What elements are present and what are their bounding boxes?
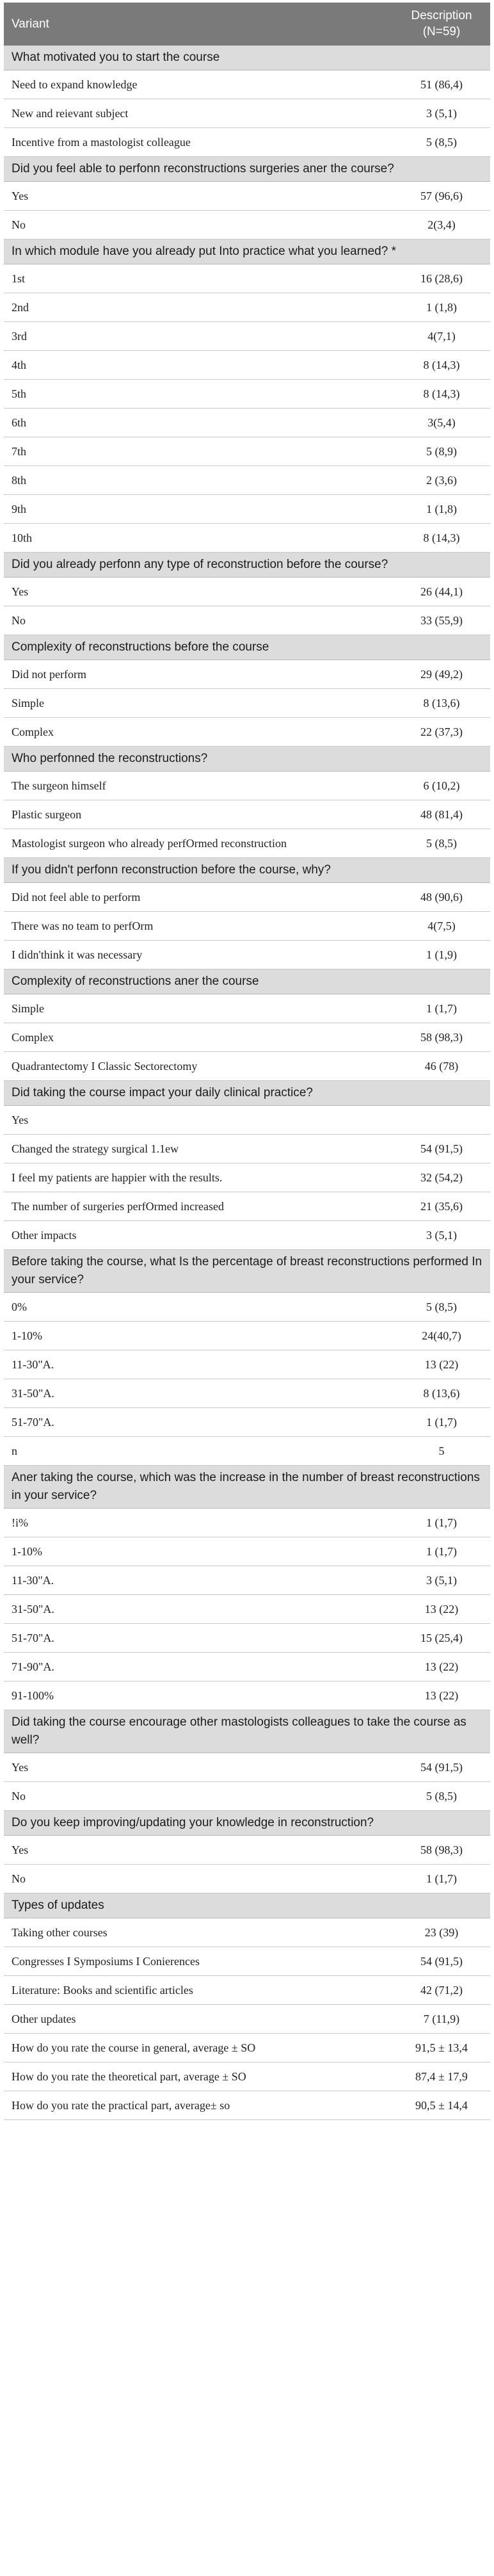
row-label: 11-30"A. (4, 1350, 393, 1379)
table-row (4, 606, 490, 635)
row-label: 31-50"A. (4, 1379, 393, 1408)
section-header-row (4, 1250, 490, 1293)
row-label: n (4, 1437, 393, 1466)
section-header-row (4, 239, 490, 264)
section-header-row (4, 553, 490, 578)
row-label: 4th (4, 351, 393, 380)
row-label: Plastic surgeon (4, 800, 393, 829)
row-value: 3 (5,1) (393, 1566, 490, 1595)
row-label: Complex (4, 1023, 393, 1052)
table-row (4, 264, 490, 293)
section-header-row (4, 747, 490, 772)
table-row (4, 524, 490, 553)
row-value: 5 (8,5) (393, 1293, 490, 1322)
table-row (4, 1293, 490, 1322)
table-row (4, 660, 490, 689)
row-label: No (4, 211, 393, 239)
header-description: Description (N=59) (393, 3, 490, 45)
row-value: 16 (28,6) (393, 264, 490, 293)
table-row (4, 1537, 490, 1566)
row-value: 26 (44,1) (393, 578, 490, 606)
row-value: 3 (5,1) (393, 1221, 490, 1250)
row-label: Literature: Books and scientific articles (4, 1976, 393, 2005)
row-value: 1 (1,7) (393, 1865, 490, 1893)
row-label: The surgeon himself (4, 772, 393, 800)
row-value: 33 (55,9) (393, 606, 490, 635)
table-row (4, 1437, 490, 1466)
section-header-row (4, 1710, 490, 1753)
row-value: 8 (14,3) (393, 380, 490, 409)
row-label: 71-90"A. (4, 1653, 393, 1681)
table-row (4, 1624, 490, 1653)
table-row (4, 1052, 490, 1081)
survey-results-table (4, 3, 490, 2120)
section-header-row (4, 1811, 490, 1836)
table-row (4, 1653, 490, 1681)
row-value: 54 (91,5) (393, 1947, 490, 1976)
table-row (4, 1163, 490, 1192)
table-row (4, 182, 490, 211)
section-title: If you didn't perfonn reconstruction before the course, why? (4, 858, 490, 883)
row-label: 51-70"A. (4, 1624, 393, 1653)
row-value: 13 (22) (393, 1681, 490, 1710)
row-label: Yes (4, 578, 393, 606)
table-row (4, 1947, 490, 1976)
row-label: Quadrantectomy I Classic Sectorectomy (4, 1052, 393, 1081)
row-value: 1 (1,7) (393, 994, 490, 1023)
row-label: New and reievant subject (4, 99, 393, 128)
table-row (4, 380, 490, 409)
row-value: 6 (10,2) (393, 772, 490, 800)
row-value: 3(5,4) (393, 409, 490, 437)
row-label: Yes (4, 1836, 393, 1865)
table-body (4, 3, 490, 2120)
row-value: 13 (22) (393, 1595, 490, 1624)
row-label: I feel my patients are happier with the results. (4, 1163, 393, 1192)
row-value: 8 (13,6) (393, 1379, 490, 1408)
section-title: Complexity of reconstructions before the course (4, 635, 490, 660)
section-header-row (4, 1081, 490, 1106)
table-row (4, 99, 490, 128)
table-row (4, 293, 490, 322)
table-row (4, 883, 490, 912)
section-title: Types of updates (4, 1893, 490, 1918)
table-row (4, 829, 490, 858)
table-row (4, 994, 490, 1023)
table-row (4, 1782, 490, 1811)
section-title: Do you keep improving/updating your knowledge in reconstruction? (4, 1811, 490, 1836)
table-row (4, 1595, 490, 1624)
row-value: 1 (1,7) (393, 1537, 490, 1566)
section-header-row (4, 858, 490, 883)
row-value: 2(3,4) (393, 211, 490, 239)
row-value: 48 (90,6) (393, 883, 490, 912)
row-value: 42 (71,2) (393, 1976, 490, 2005)
table-row (4, 1408, 490, 1437)
row-value: 3 (5,1) (393, 99, 490, 128)
row-label: 9th (4, 495, 393, 524)
row-label: Yes (4, 182, 393, 211)
row-label: Changed the strategy surgical 1.1ew (4, 1135, 393, 1163)
row-value: 8 (13,6) (393, 689, 490, 718)
row-label: Did not perform (4, 660, 393, 689)
row-value: 29 (49,2) (393, 660, 490, 689)
section-header-row (4, 1466, 490, 1509)
table-row (4, 689, 490, 718)
row-value: 90,5 ± 14,4 (393, 2091, 490, 2120)
row-label: How do you rate the practical part, average± so (4, 2091, 393, 2120)
section-title: Did taking the course encourage other mastologists colleagues to take the course as well? (4, 1710, 490, 1753)
table-row (4, 466, 490, 495)
section-title: Complexity of reconstructions aner the course (4, 969, 490, 994)
table-row (4, 941, 490, 969)
row-value: 1 (1,7) (393, 1408, 490, 1437)
section-header-row (4, 969, 490, 994)
table-row (4, 1192, 490, 1221)
section-title: Did you feel able to perfonn reconstructions surgeries aner the course? (4, 157, 490, 182)
row-label: Other updates (4, 2005, 393, 2034)
row-value: 91,5 ± 13,4 (393, 2034, 490, 2062)
table-row (4, 322, 490, 351)
row-label: How do you rate the course in general, average ± SO (4, 2034, 393, 2062)
table-row (4, 211, 490, 239)
row-label: Taking other courses (4, 1918, 393, 1947)
section-header-row (4, 635, 490, 660)
table-row (4, 1135, 490, 1163)
row-value: 5 (8,5) (393, 829, 490, 858)
table-row (4, 437, 490, 466)
row-label: 31-50"A. (4, 1595, 393, 1624)
table-row (4, 772, 490, 800)
row-value: 1 (1,7) (393, 1509, 490, 1537)
row-value: 13 (22) (393, 1653, 490, 1681)
row-label: Other impacts (4, 1221, 393, 1250)
table-row (4, 2062, 490, 2091)
table-row (4, 1865, 490, 1893)
table-row (4, 128, 490, 157)
section-header-row (4, 1893, 490, 1918)
row-label: 5th (4, 380, 393, 409)
row-value: 8 (14,3) (393, 351, 490, 380)
row-label: 1-10% (4, 1537, 393, 1566)
table-row (4, 912, 490, 941)
row-label: Yes (4, 1106, 393, 1135)
row-value: 48 (81,4) (393, 800, 490, 829)
row-label: 11-30"A. (4, 1566, 393, 1595)
row-value: 4(7,5) (393, 912, 490, 941)
row-value: 24(40,7) (393, 1322, 490, 1350)
row-value (393, 1106, 490, 1135)
row-label: Mastologist surgeon who already perfOrmed reconstruction (4, 829, 393, 858)
row-value: 8 (14,3) (393, 524, 490, 553)
table-row (4, 718, 490, 747)
row-label: 7th (4, 437, 393, 466)
row-value: 1 (1,8) (393, 293, 490, 322)
table-row (4, 1023, 490, 1052)
table-row (4, 1681, 490, 1710)
row-value: 1 (1,8) (393, 495, 490, 524)
table-row (4, 1322, 490, 1350)
row-label: 1-10% (4, 1322, 393, 1350)
row-label: 91-100% (4, 1681, 393, 1710)
row-value: 5 (8,5) (393, 128, 490, 157)
row-value: 57 (96,6) (393, 182, 490, 211)
row-value: 58 (98,3) (393, 1836, 490, 1865)
row-value: 51 (86,4) (393, 70, 490, 99)
table-row (4, 1753, 490, 1782)
row-value: 5 (8,5) (393, 1782, 490, 1811)
table-header-row (4, 3, 490, 45)
row-label: How do you rate the theoretical part, average ± SO (4, 2062, 393, 2091)
row-label: Did not feel able to perform (4, 883, 393, 912)
table-row (4, 1221, 490, 1250)
row-label: 6th (4, 409, 393, 437)
table-row (4, 2005, 490, 2034)
table-row (4, 578, 490, 606)
row-value: 21 (35,6) (393, 1192, 490, 1221)
row-value: 87,4 ± 17,9 (393, 2062, 490, 2091)
table-row (4, 70, 490, 99)
table-row (4, 1918, 490, 1947)
row-value: 15 (25,4) (393, 1624, 490, 1653)
row-value: 13 (22) (393, 1350, 490, 1379)
row-label: 10th (4, 524, 393, 553)
table-row (4, 800, 490, 829)
row-value: 1 (1,9) (393, 941, 490, 969)
table-row (4, 1509, 490, 1537)
row-value: 7 (11,9) (393, 2005, 490, 2034)
row-label: 8th (4, 466, 393, 495)
row-value: 58 (98,3) (393, 1023, 490, 1052)
row-value: 4(7,1) (393, 322, 490, 351)
row-label: No (4, 1782, 393, 1811)
table-row (4, 1566, 490, 1595)
row-label: Simple (4, 994, 393, 1023)
row-label: No (4, 606, 393, 635)
section-header-row (4, 157, 490, 182)
section-title: Who perfonned the reconstructions? (4, 747, 490, 772)
section-title: Did you already perfonn any type of reconstruction before the course? (4, 553, 490, 578)
section-title: What motivated you to start the course (4, 45, 490, 70)
row-value: 2 (3,6) (393, 466, 490, 495)
row-label: 0% (4, 1293, 393, 1322)
row-label: 1st (4, 264, 393, 293)
section-title: Aner taking the course, which was the increase in the number of breast reconstructions in your service? (4, 1466, 490, 1509)
row-value: 5 (393, 1437, 490, 1466)
row-value: 22 (37,3) (393, 718, 490, 747)
row-label: Yes (4, 1753, 393, 1782)
row-label: Complex (4, 718, 393, 747)
row-value: 23 (39) (393, 1918, 490, 1947)
table-row (4, 351, 490, 380)
row-label: Incentive from a mastologist colleague (4, 128, 393, 157)
table-row (4, 1350, 490, 1379)
row-label: The number of surgeries perfOrmed increased (4, 1192, 393, 1221)
table-row (4, 1106, 490, 1135)
row-value: 46 (78) (393, 1052, 490, 1081)
section-title: Did taking the course impact your daily clinical practice? (4, 1081, 490, 1106)
row-label: I didn'think it was necessary (4, 941, 393, 969)
table-row (4, 2091, 490, 2120)
row-value: 54 (91,5) (393, 1135, 490, 1163)
table-row (4, 495, 490, 524)
row-label: 51-70"A. (4, 1408, 393, 1437)
table-row (4, 2034, 490, 2062)
row-label: !i% (4, 1509, 393, 1537)
row-label: Simple (4, 689, 393, 718)
row-value: 54 (91,5) (393, 1753, 490, 1782)
section-header-row (4, 45, 490, 70)
table-row (4, 1836, 490, 1865)
row-value: 5 (8,9) (393, 437, 490, 466)
row-value: 32 (54,2) (393, 1163, 490, 1192)
row-label: Need to expand knowledge (4, 70, 393, 99)
section-title: Before taking the course, what Is the percentage of breast reconstructions performed In your service? (4, 1250, 490, 1293)
row-label: 3rd (4, 322, 393, 351)
row-label: 2nd (4, 293, 393, 322)
section-title: In which module have you already put Into practice what you learned? * (4, 239, 490, 264)
table-row (4, 409, 490, 437)
row-label: Congresses I Symposiums I Conierences (4, 1947, 393, 1976)
row-label: No (4, 1865, 393, 1893)
row-label: There was no team to perfOrm (4, 912, 393, 941)
table-row (4, 1379, 490, 1408)
header-variant: Variant (4, 3, 393, 45)
table-row (4, 1976, 490, 2005)
